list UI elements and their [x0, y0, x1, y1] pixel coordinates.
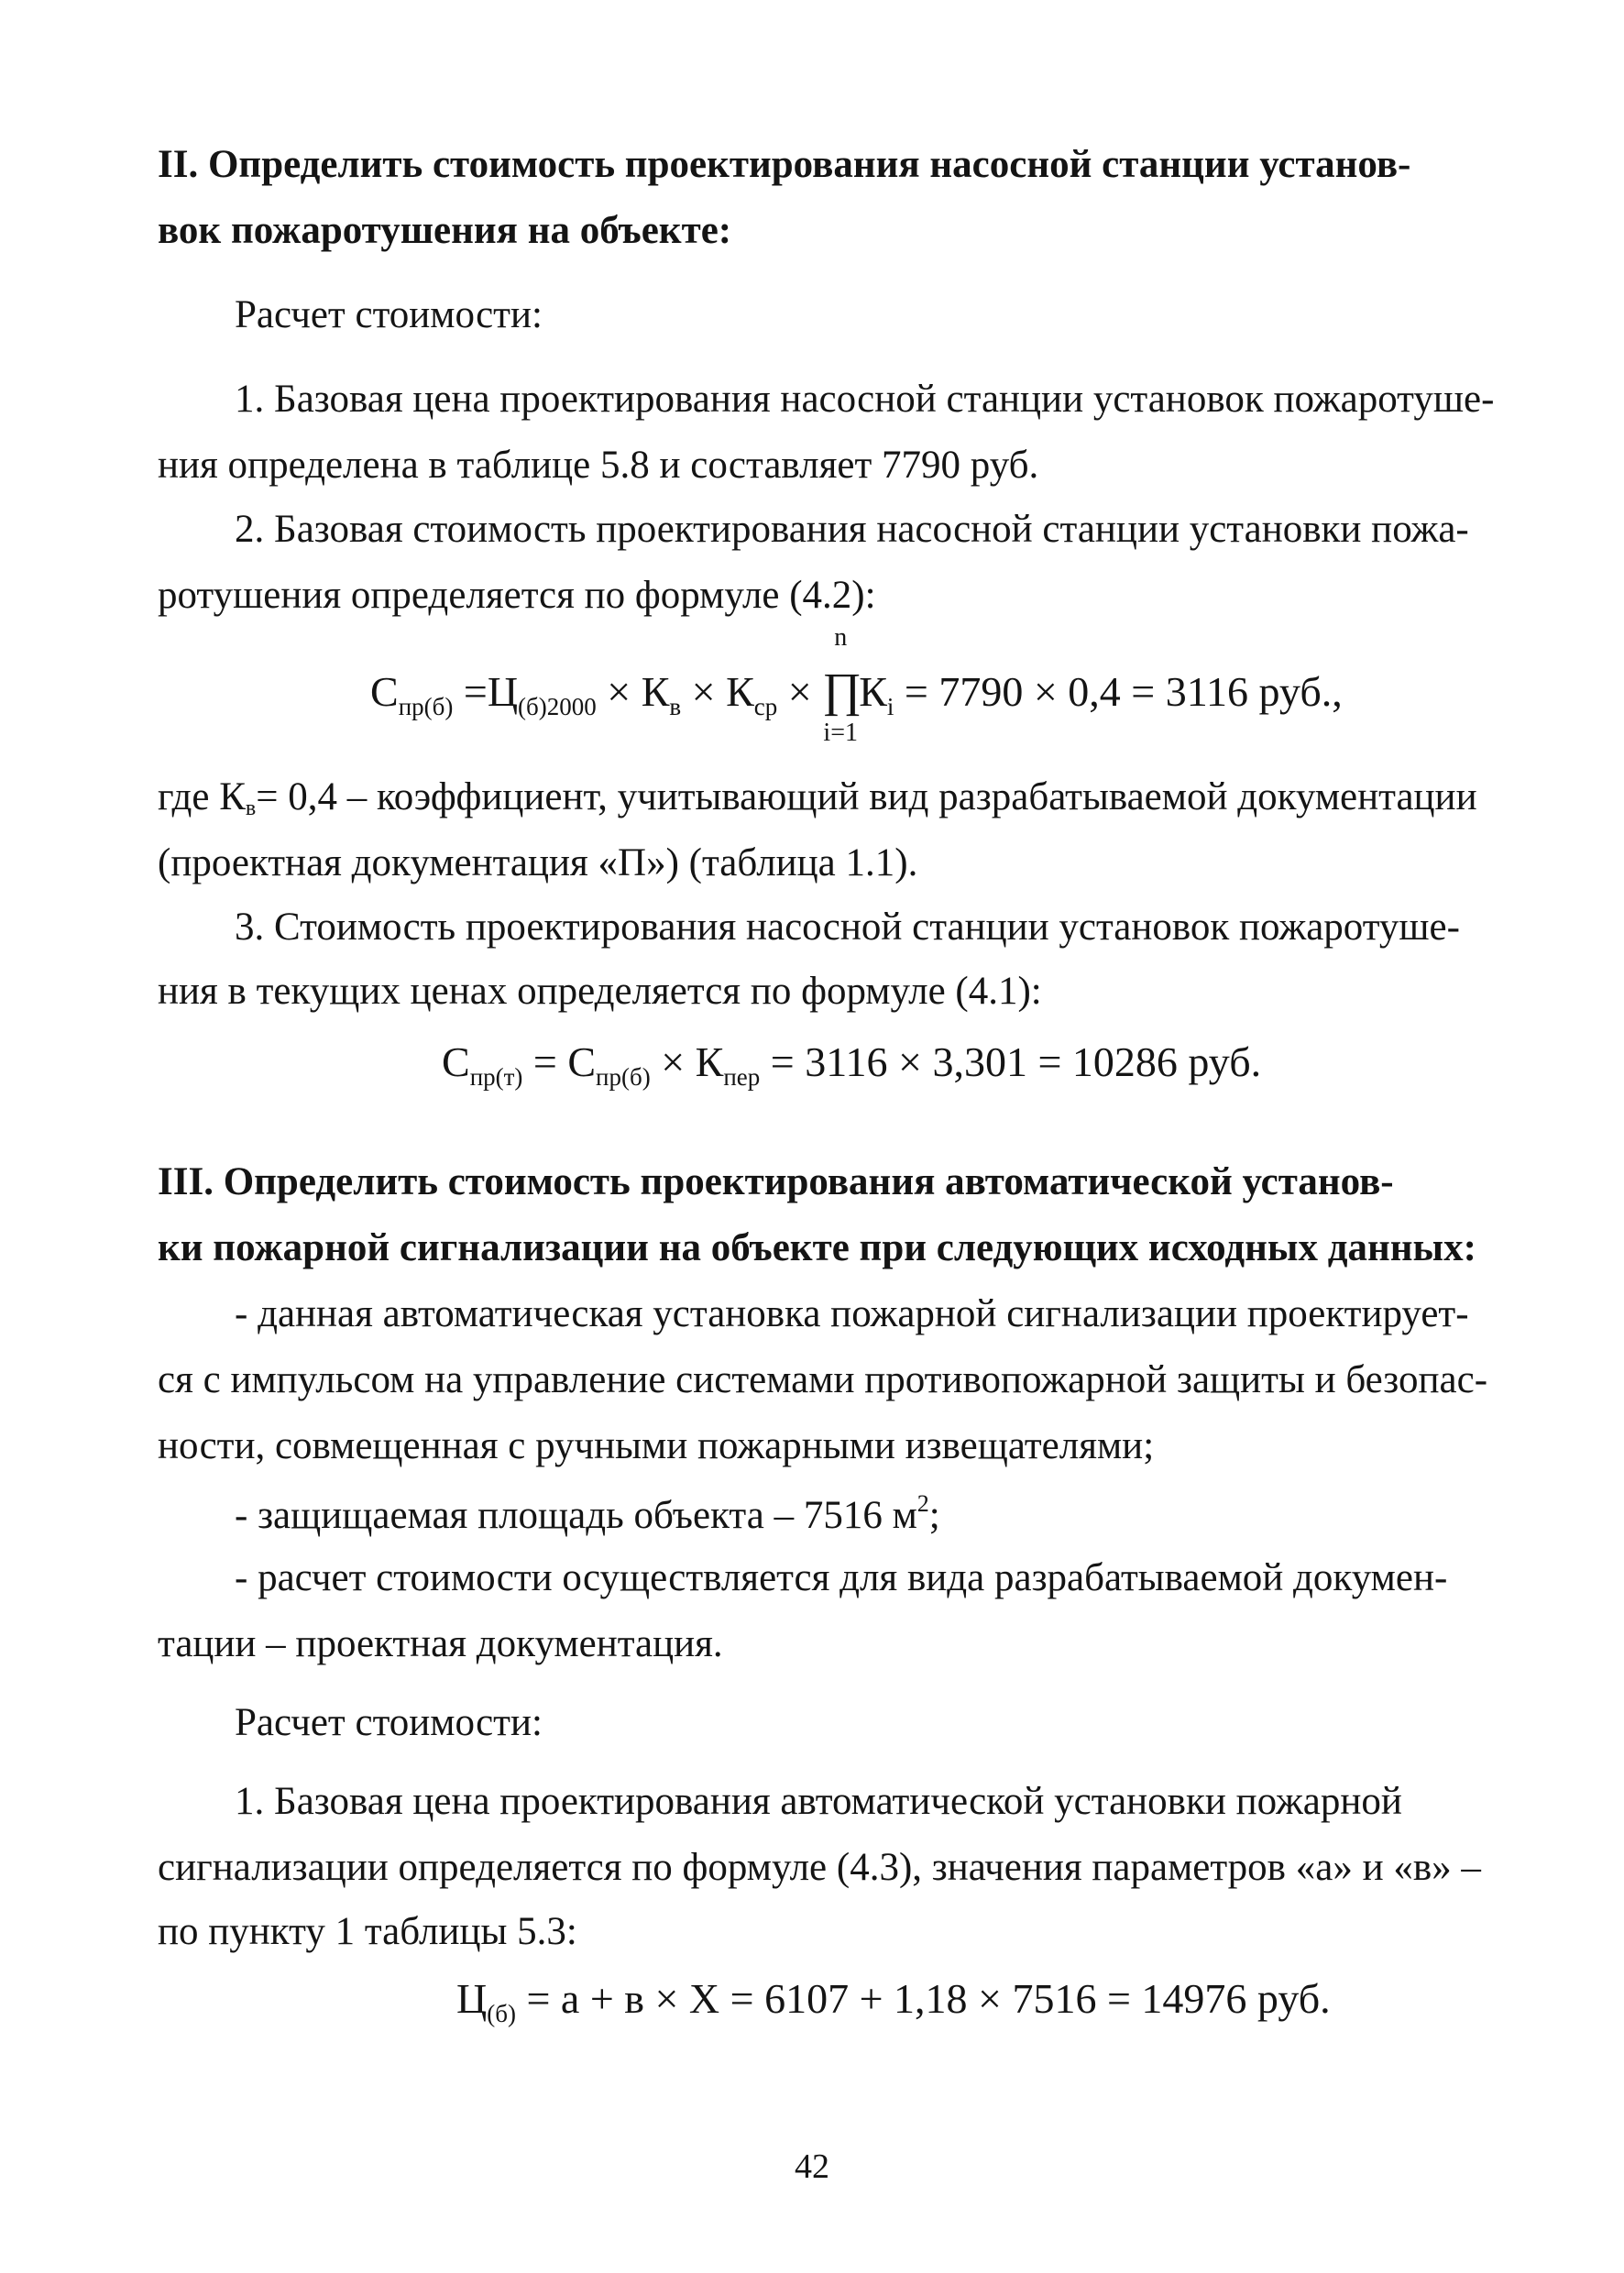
paragraph-3-line2: ния в текущих ценах определяется по формуле (4.1):	[158, 970, 1042, 1013]
product-upper-limit: n	[834, 623, 848, 652]
bullet-1-line2: ся с импульсом на управление системами противопожарной защиты и безопас-	[158, 1358, 1488, 1401]
formula2-c1-sub: пр(т)	[469, 1063, 523, 1091]
formula2-k-sub: пер	[723, 1063, 761, 1091]
product-symbol: ∏	[822, 664, 862, 717]
bullet-3-line1: - расчет стоимости осуществляется для вида разрабатываемой докумен-	[235, 1556, 1448, 1599]
paragraph-2-line2: ротушения определяется по формуле (4.2):	[158, 574, 876, 617]
formula2-c2-sub: пр(б)	[596, 1063, 651, 1091]
bullet-1-line1: - данная автоматическая установка пожарной сигнализации проектирует-	[235, 1292, 1469, 1335]
formula2-result: = 3116 × 3,301 = 10286 руб.	[760, 1038, 1262, 1085]
calc-label: Расчет стоимости:	[235, 293, 543, 336]
formula-base-price	[456, 1975, 1331, 2027]
formula-times: ×	[777, 668, 823, 715]
where-text-rest: = 0,4 – коэффициент, учитывающий вид разрабатываемой документации	[256, 775, 1477, 818]
section-iii-p1-line2: сигнализации определяется по формуле (4.3), значения параметров «а» и «в» –	[158, 1846, 1481, 1889]
formula-ki-sub: i	[886, 693, 894, 720]
where-line1	[158, 777, 1477, 819]
formula-kv-sub: в	[669, 693, 682, 720]
bullet-2-text: - защищаемая площадь объекта – 7516 м	[235, 1494, 917, 1537]
bullet-1-line3: ности, совмещенная с ручными пожарными извещателями;	[158, 1424, 1155, 1467]
bullet-2-sup: 2	[916, 1490, 929, 1517]
section-iii-p1-line1: 1. Базовая цена проектирования автоматической установки пожарной	[235, 1780, 1402, 1823]
where-kv-sub: в	[245, 796, 257, 820]
formula-eq: =	[453, 668, 488, 715]
formula3-result: = а + в × Х = 6107 + 1,18 × 7516 = 14976 руб.	[515, 1975, 1331, 2022]
formula-result: = 7790 × 0,4 = 3116 руб.,	[894, 668, 1343, 715]
formula2-c1: С	[442, 1038, 470, 1085]
heading-text: III. Определить стоимость проектирования автоматической установ-	[158, 1160, 1394, 1203]
paragraph-2-line1: 2. Базовая стоимость проектирования насосной станции установки пожа-	[235, 508, 1469, 551]
formula-ts-sub: (б)2000	[518, 693, 597, 720]
paragraph-1-line1: 1. Базовая цена проектирования насосной станции установок пожаротуше-	[235, 378, 1495, 421]
heading-text: II. Определить стоимость проектирования насосной станции установ-	[158, 143, 1411, 186]
product-lower-limit: i=1	[823, 719, 858, 747]
product-operator	[822, 623, 862, 747]
paragraph-3-line1: 3. Стоимость проектирования насосной станции установок пожаротуше-	[235, 906, 1460, 949]
formula3-ts: Ц	[456, 1975, 488, 2022]
formula-kcp: × К	[681, 668, 754, 715]
bullet-2-end: ;	[928, 1494, 940, 1537]
section-ii-heading-line1	[158, 145, 1485, 184]
formula3-ts-sub: (б)	[487, 2000, 516, 2027]
paragraph-1-line2: ния определена в таблице 5.8 и составляет 7790 руб.	[158, 444, 1039, 487]
section-ii-heading-line2: вок пожаротушения на объекте:	[158, 209, 732, 252]
section-iii-heading-line1	[158, 1162, 1485, 1202]
where-text: где К	[158, 775, 246, 818]
formula-ki: К	[859, 668, 887, 715]
where-line2: (проектная документация «П») (таблица 1.1).	[158, 841, 918, 884]
section-iii-heading-line2: ки пожарной сигнализации на объекте при следующих исходных данных:	[158, 1226, 1476, 1269]
section-iii-p1-line3: по пункту 1 таблицы 5.3:	[158, 1910, 577, 1953]
formula-kv: × К	[596, 668, 670, 715]
page-number: 42	[795, 2147, 829, 2186]
bullet-3-line2: тации – проектная документация.	[158, 1622, 723, 1665]
formula2-k: × К	[650, 1038, 724, 1085]
formula-c-sub: пр(б)	[398, 693, 454, 720]
formula-c: С	[370, 668, 399, 715]
calc-label-2: Расчет стоимости:	[235, 1701, 543, 1744]
formula2-eq: = С	[522, 1038, 597, 1085]
formula-ts: Ц	[487, 668, 519, 715]
bullet-2	[235, 1492, 940, 1535]
formula-current-cost	[442, 1038, 1262, 1091]
formula-base-cost	[370, 623, 1343, 747]
formula-kcp-sub: ср	[753, 693, 778, 720]
